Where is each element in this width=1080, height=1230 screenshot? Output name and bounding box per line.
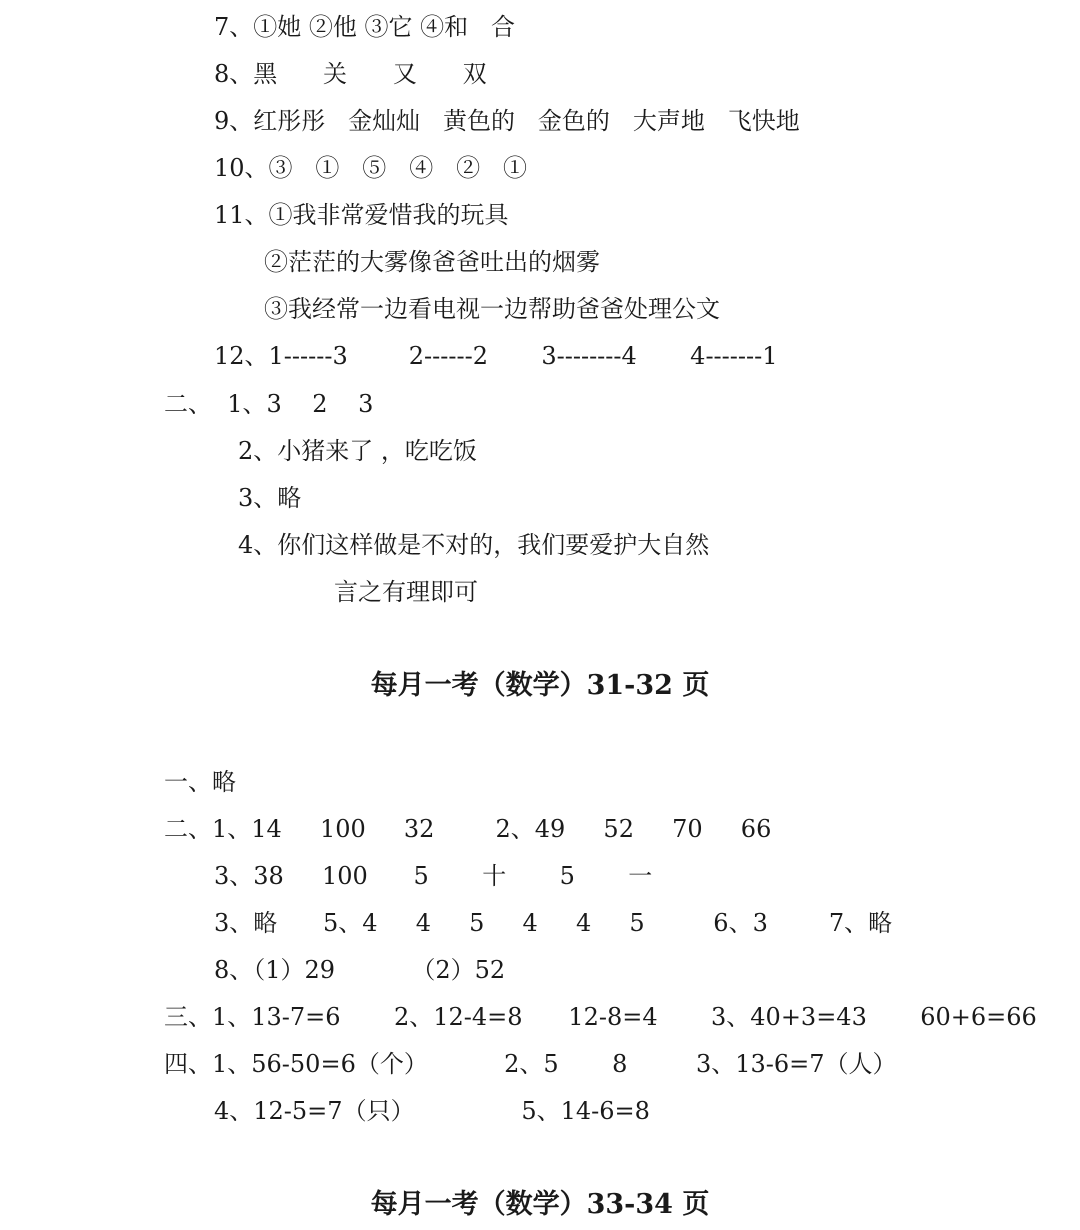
math-line-5: 8、（1）29 （2）52 <box>214 956 506 984</box>
page-heading-31-32: 每月一考（数学）31-32 页 <box>370 670 710 701</box>
math-line-4: 3、略 5、4 4 5 4 4 5 6、3 7、略 <box>214 909 893 937</box>
answer-line-11-2: ②茫茫的大雾像爸爸吐出的烟雾 <box>264 248 600 276</box>
answer-line-11-1: 11、①我非常爱惜我的玩具 <box>214 201 509 229</box>
answer-line-9: 9、红彤彤 金灿灿 黄色的 金色的 大声地 飞快地 <box>214 107 800 135</box>
math-line-8: 4、12-5=7（只） 5、14-6=8 <box>214 1097 650 1125</box>
page-heading-33-34: 每月一考（数学）33-34 页 <box>370 1189 710 1220</box>
math-line-3: 3、38 100 5 十 5 一 <box>214 862 653 890</box>
answer-line-10: 10、③ ① ⑤ ④ ② ① <box>214 154 527 182</box>
section-two-line-1: 二、 1、3 2 3 <box>164 390 374 418</box>
math-line-7: 四、1、56-50=6（个） 2、5 8 3、13-6=7（人） <box>164 1050 897 1078</box>
math-line-6: 三、1、13-7=6 2、12-4=8 12-8=4 3、40+3=43 60+6=66 <box>164 1003 1037 1031</box>
answer-line-8: 8、黑 关 又 双 <box>214 60 487 88</box>
math-line-2: 二、1、14 100 32 2、49 52 70 66 <box>164 815 772 843</box>
answer-line-7: 7、①她 ②他 ③它 ④和 合 <box>214 13 516 41</box>
section-two-line-4: 4、你们这样做是不对的，我们要爱护大自然 <box>238 531 710 559</box>
answer-line-12: 12、1------3 2------2 3--------4 4-------1 <box>214 342 778 370</box>
section-two-line-4-note: 言之有理即可 <box>334 578 478 606</box>
math-line-1: 一、略 <box>164 768 236 796</box>
section-two-line-3: 3、略 <box>238 484 302 512</box>
answer-line-11-3: ③我经常一边看电视一边帮助爸爸处理公文 <box>264 295 720 323</box>
section-two-line-2: 2、小猪来了 ，吃吃饭 <box>238 437 477 465</box>
